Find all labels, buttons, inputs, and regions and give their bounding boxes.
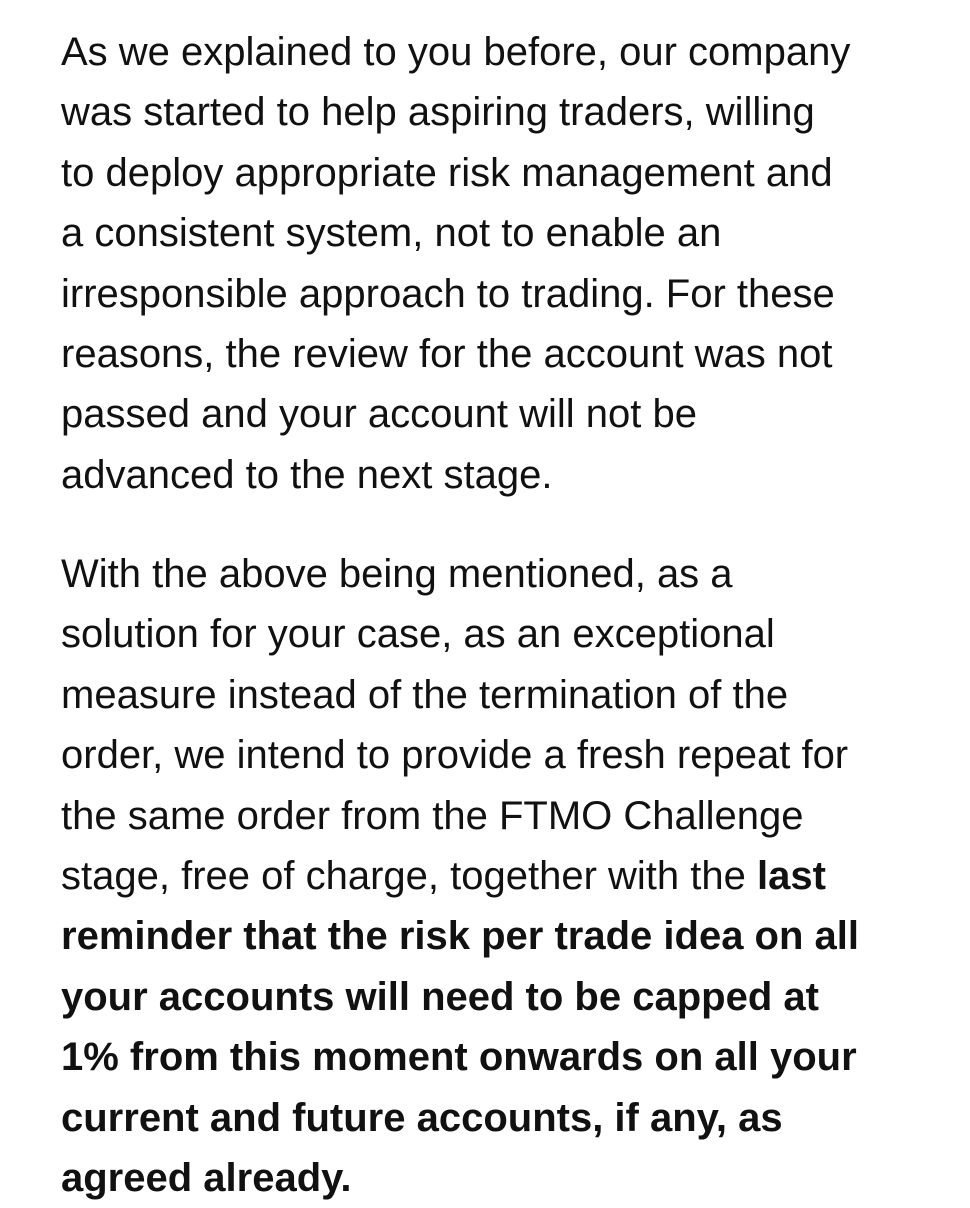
text-line: measure instead of the termination of the [61, 672, 789, 717]
bold-text-line: 1% from this moment onwards on all your [61, 1035, 857, 1080]
text-line: a consistent system, not to enable an [61, 211, 722, 256]
bold-text-segment: last [756, 854, 826, 899]
text-line: reasons, the review for the account was not [61, 332, 833, 377]
text-line: As we explained to you before, our company [61, 30, 851, 74]
text-line: advanced to the next stage. [61, 452, 553, 497]
paragraph-explanation [61, 22, 921, 505]
text-line: the same order from the FTMO Challenge [61, 793, 804, 838]
text-line: solution for your case, as an exceptional [61, 612, 775, 657]
paragraph-solution [61, 544, 921, 1208]
bold-text-line: your accounts will need to be capped at [61, 974, 819, 1019]
text-line: With the above being mentioned, as a [61, 552, 733, 596]
bold-text-line: current and future accounts, if any, as [61, 1095, 783, 1140]
text-line: was started to help aspiring traders, willing [61, 90, 815, 135]
text-line: irresponsible approach to trading. For these [61, 271, 835, 316]
normal-text-segment: stage, free of charge, together with the [61, 854, 757, 899]
text-line: passed and your account will not be [61, 392, 697, 437]
bold-text-line: agreed already. [61, 1156, 352, 1201]
bold-text-line: reminder that the risk per trade idea on all [61, 914, 860, 959]
text-line: to deploy appropriate risk management and [61, 150, 833, 195]
mixed-text-line [61, 846, 921, 906]
text-line: order, we intend to provide a fresh repeat for [61, 733, 849, 778]
